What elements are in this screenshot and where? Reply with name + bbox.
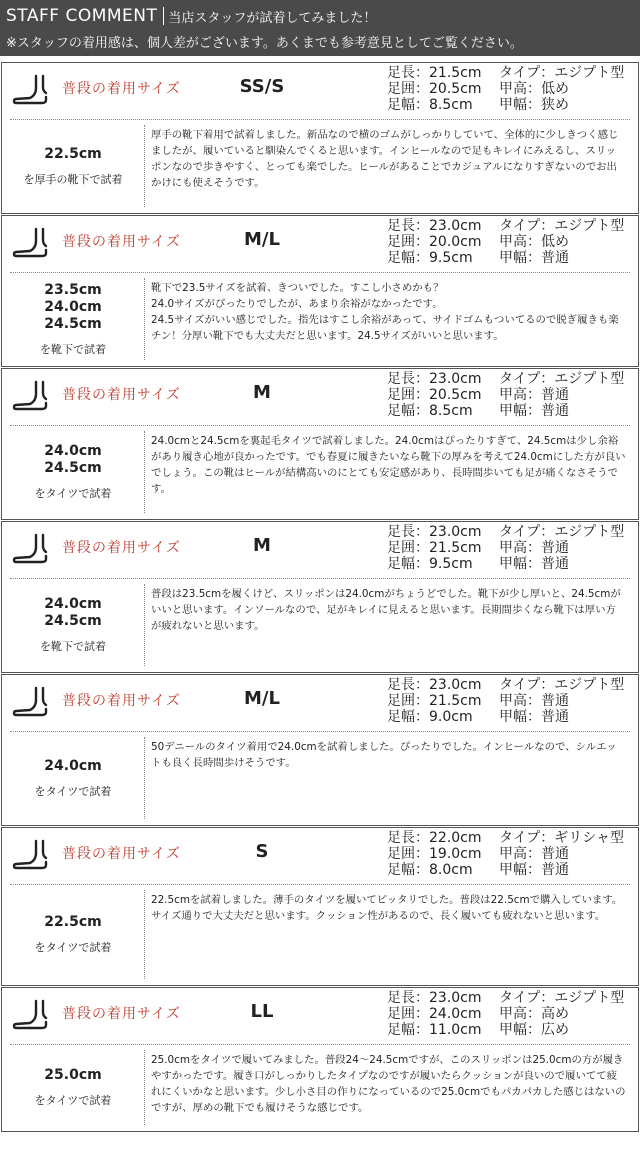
tried-size-list	[44, 1067, 101, 1084]
measurement-secondary: タイプ：エジプト型	[499, 65, 625, 81]
measurement-primary: 足長：22.0cm	[387, 830, 482, 846]
usual-size-label: 普段の着用サイズ	[62, 693, 181, 709]
measurement-row	[387, 1006, 624, 1022]
tried-size-list	[44, 146, 101, 163]
staff-comment-card	[1, 827, 639, 986]
foot-icon	[12, 685, 50, 717]
measurement-primary: 足幅：8.5cm	[387, 403, 473, 419]
usual-size-label: 普段の着用サイズ	[62, 540, 181, 556]
usual-size-value: SS/S	[239, 76, 285, 97]
measurement-row	[387, 709, 624, 725]
measurement-row	[387, 387, 624, 403]
measurement-secondary: 甲幅：狭め	[499, 97, 569, 113]
tried-size-list	[44, 914, 101, 931]
card-header	[2, 522, 638, 574]
measurement-row	[387, 556, 624, 572]
measurement-row	[387, 524, 624, 540]
measurement-secondary: 甲高：高め	[499, 1006, 569, 1022]
tried-size: 22.5cm	[44, 145, 102, 162]
measurement-row	[387, 540, 624, 556]
tried-size: 24.0cm	[44, 443, 102, 459]
measurement-secondary: 甲高：低め	[499, 234, 569, 250]
measurement-primary: 足幅：8.0cm	[387, 862, 473, 878]
measurement-row	[387, 403, 624, 419]
measurement-row	[387, 81, 624, 97]
tried-size-list	[44, 443, 101, 477]
measurement-primary: 足囲：19.0cm	[387, 846, 482, 862]
tried-sizes	[2, 884, 144, 985]
measurement-row	[387, 371, 624, 387]
card-header	[2, 369, 638, 421]
measurement-primary: 足囲：20.5cm	[387, 81, 482, 97]
staff-comment-card	[1, 215, 639, 367]
staff-comment-text: 普段は23.5cmを履くけど、スリッポンは24.0cmがちょうどでした。靴下が少し厚いと、24.5cmがいいと思います。インソールなので、足がキレイに見えると思います。長期間歩くなら靴下は厚い方が疲れないと思います。	[144, 584, 632, 666]
staff-comment-card	[1, 62, 639, 214]
usual-size-value: M/L	[244, 688, 280, 709]
header-banner	[0, 0, 640, 56]
header-subtitle: 当店スタッフが試着してみました！	[168, 10, 377, 26]
measurement-row	[387, 234, 624, 250]
measurement-secondary: 甲幅：普通	[499, 250, 569, 266]
measurement-secondary: 甲幅：普通	[499, 556, 569, 572]
usual-size-value: M/L	[244, 229, 280, 250]
card-header	[2, 675, 638, 727]
foot-icon	[12, 838, 50, 870]
measurement-primary: 足囲：20.5cm	[387, 387, 482, 403]
try-condition: を靴下で試着	[40, 342, 106, 356]
measurement-row	[387, 218, 624, 234]
measurement-secondary: 甲幅：普通	[499, 709, 569, 725]
foot-measurements	[387, 677, 624, 725]
measurement-secondary: 甲高：普通	[499, 387, 569, 403]
staff-comment-text: 厚手の靴下着用で試着しました。新品なので横のゴムがしっかりしていて、全体的に少しきつく感じましたが、履いていると馴染んでくると思います。インヒールなので足もキレイにみえるし、スリッポンなので歩きやすく、とっても楽でした。ヒールがあることでカジュアルになりすぎないのでお出かけにも使えそうです。	[144, 125, 632, 207]
measurement-secondary: 甲幅：広め	[499, 1022, 569, 1038]
measurement-row	[387, 830, 624, 846]
measurement-secondary: 甲幅：普通	[499, 862, 569, 878]
measurement-primary: 足幅：9.0cm	[387, 709, 473, 725]
card-body	[2, 1044, 638, 1131]
measurement-secondary: タイプ：ギリシャ型	[499, 830, 625, 846]
card-header	[2, 216, 638, 268]
measurement-primary: 足長：23.0cm	[387, 524, 482, 540]
card-body	[2, 425, 638, 519]
measurement-secondary: タイプ：エジプト型	[499, 524, 625, 540]
measurement-primary: 足囲：20.0cm	[387, 234, 482, 250]
staff-comment-card	[1, 674, 639, 826]
tried-sizes	[2, 578, 144, 672]
staff-comment-card	[1, 521, 639, 673]
measurement-secondary: タイプ：エジプト型	[499, 218, 625, 234]
tried-size-list	[44, 282, 101, 333]
measurement-row	[387, 862, 624, 878]
foot-measurements	[387, 990, 624, 1038]
measurement-secondary: 甲高：普通	[499, 693, 569, 709]
foot-measurements	[387, 830, 624, 878]
measurement-secondary: 甲幅：普通	[499, 403, 569, 419]
tried-sizes	[2, 119, 144, 213]
card-header	[2, 828, 638, 880]
measurement-primary: 足幅：9.5cm	[387, 250, 473, 266]
try-condition: をタイツで試着	[34, 784, 112, 798]
usual-size-label: 普段の着用サイズ	[62, 234, 181, 250]
measurement-secondary: 甲高：低め	[499, 81, 569, 97]
staff-comment-text: 25.0cmをタイツで履いてみました。普段24〜24.5cmですが、このスリッポンは25.0cmの方が履きやすかったです。履き口がしっかりしたタイプなのですが履いたらクッションが良いので履いてて疲れにくいかなと思います。少し小さ目の作りになっているので25.0cmでもパカパカした感じはないのですが、厚めの靴下でも履けそうな感じです。	[144, 1050, 632, 1125]
measurement-primary: 足長：23.0cm	[387, 218, 482, 234]
tried-size: 22.5cm	[44, 914, 102, 930]
foot-measurements	[387, 218, 624, 266]
measurement-primary: 足囲：21.5cm	[387, 693, 482, 709]
tried-size: 24.5cm	[44, 613, 102, 629]
measurement-primary: 足幅：9.5cm	[387, 556, 473, 572]
staff-comment-text: 24.0cmと24.5cmを裏起毛タイツで試着しました。24.0cmはぴったりすぎて、24.5cmは少し余裕があり履き心地が良かったです。でも春夏に履きたいなら靴下の厚みを考えて24.0cmにした方が良いでしょう。この靴はヒールが結構高いのにとても安定感があり、長時間歩いても足が痛くなさそうです。	[144, 431, 632, 513]
tried-sizes	[2, 425, 144, 519]
measurement-secondary: タイプ：エジプト型	[499, 677, 625, 693]
try-condition: をタイツで試着	[34, 487, 112, 500]
measurement-primary: 足長：21.5cm	[387, 65, 482, 81]
usual-size-value: S	[255, 841, 269, 862]
foot-measurements	[387, 524, 624, 572]
card-body	[2, 272, 638, 366]
measurement-secondary: 甲高：普通	[499, 540, 569, 556]
tried-size: 25.0cm	[44, 1067, 102, 1083]
tried-size: 24.5cm	[44, 460, 102, 476]
header-title: STAFF COMMENT	[6, 6, 158, 26]
card-body	[2, 884, 638, 985]
measurement-secondary: タイプ：エジプト型	[499, 990, 625, 1006]
measurement-primary: 足長：23.0cm	[387, 677, 482, 693]
try-condition: をタイツで試着	[34, 1094, 112, 1107]
staff-comment-text: 50デニールのタイツ着用で24.0cmを試着しました。ぴったりでした。インヒールなので、シルエットも良く長時間歩けそうです。	[144, 737, 632, 819]
measurement-row	[387, 693, 624, 709]
foot-icon	[12, 379, 50, 411]
usual-size-value: M	[253, 535, 271, 556]
measurement-primary: 足幅：8.5cm	[387, 97, 473, 113]
tried-sizes	[2, 731, 144, 825]
tried-size: 24.0cm	[44, 596, 102, 612]
foot-icon	[12, 226, 50, 258]
measurement-secondary: 甲高：普通	[499, 846, 569, 862]
measurement-primary: 足囲：24.0cm	[387, 1006, 482, 1022]
foot-icon	[12, 998, 50, 1030]
usual-size-label: 普段の着用サイズ	[62, 1006, 181, 1022]
tried-size: 23.5cm	[44, 281, 102, 298]
measurement-row	[387, 677, 624, 693]
staff-comment-text: 22.5cmを試着しました。薄手のタイツを履いてピッタリでした。普段は22.5cmで購入しています。サイズ通りで大丈夫だと思います。クッション性があるので、長く履いても疲れないと思います。	[144, 890, 632, 979]
tried-size-list	[44, 758, 101, 775]
card-body	[2, 119, 638, 213]
foot-measurements	[387, 371, 624, 419]
measurement-row	[387, 65, 624, 81]
foot-icon	[12, 73, 50, 105]
staff-comment-card	[1, 368, 639, 520]
staff-comment-card	[1, 987, 639, 1132]
usual-size-label: 普段の着用サイズ	[62, 846, 181, 862]
usual-size-value: M	[253, 382, 271, 403]
measurement-row	[387, 990, 624, 1006]
measurement-secondary: タイプ：エジプト型	[499, 371, 625, 387]
measurement-row	[387, 846, 624, 862]
try-condition: を靴下で試着	[40, 640, 106, 653]
measurement-row	[387, 1022, 624, 1038]
measurement-primary: 足幅：11.0cm	[387, 1022, 482, 1038]
card-header	[2, 988, 638, 1040]
foot-icon	[12, 532, 50, 564]
card-header	[2, 63, 638, 115]
tried-sizes	[2, 272, 144, 366]
try-condition: をタイツで試着	[34, 941, 112, 954]
card-body	[2, 731, 638, 825]
tried-sizes	[2, 1044, 144, 1131]
measurement-row	[387, 250, 624, 266]
tried-size: 24.5cm	[44, 315, 102, 332]
card-body	[2, 578, 638, 672]
tried-size-list	[44, 596, 101, 630]
tried-size: 24.0cm	[44, 298, 102, 315]
tried-size: 24.0cm	[44, 757, 102, 774]
header-separator	[163, 7, 164, 25]
usual-size-value: LL	[250, 1001, 274, 1022]
measurement-primary: 足長：23.0cm	[387, 371, 482, 387]
usual-size-label: 普段の着用サイズ	[62, 81, 181, 97]
measurement-primary: 足囲：21.5cm	[387, 540, 482, 556]
measurement-primary: 足長：23.0cm	[387, 990, 482, 1006]
staff-comment-text: 靴下で23.5サイズを試着、きついでした。すこし小さめかも？ 24.0サイズがぴったりでしたが、あまり余裕がなかったです。 24.5サイズがいい感じでした。指先はすこし余裕があって、サイドゴムもついてるので脱ぎ履きも楽チン！分厚い靴下でも大丈夫だと思います。24.5サイズがいいと思います。	[144, 278, 632, 360]
try-condition: を厚手の靴下で試着	[23, 172, 123, 186]
usual-size-label: 普段の着用サイズ	[62, 387, 181, 403]
header-note: ※スタッフの着用感は、個人差がございます。あくまでも参考意見としてご覧ください。	[6, 36, 523, 51]
foot-measurements	[387, 65, 624, 113]
measurement-row	[387, 97, 624, 113]
